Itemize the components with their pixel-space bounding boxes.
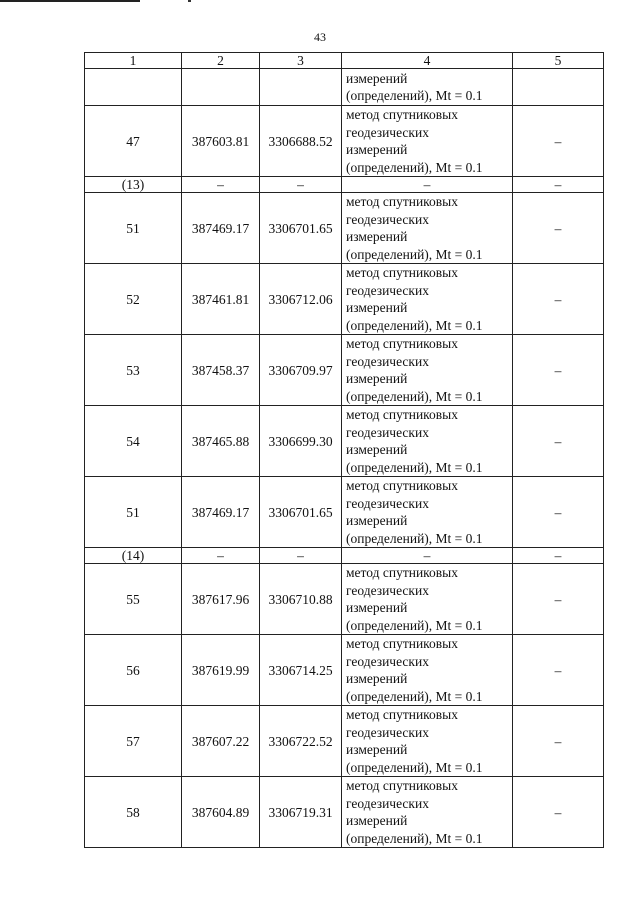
note-cell: – [513, 564, 604, 635]
method-line: (определений), Mt = 0.1 [346, 388, 483, 404]
point-number: 56 [85, 635, 182, 706]
table-row [85, 335, 604, 406]
method-line: метод спутниковых [346, 478, 458, 493]
method-line: измерений [346, 371, 408, 386]
empty-cell [182, 69, 260, 106]
coordinate-x: 387604.89 [182, 777, 260, 848]
method-line: геодезических [346, 795, 429, 811]
coordinate-x: 387617.96 [182, 564, 260, 635]
empty-cell [85, 69, 182, 106]
coordinate-x: 387619.99 [182, 635, 260, 706]
table-row [85, 564, 604, 635]
method-cell [342, 335, 513, 406]
coordinate-y: 3306701.65 [260, 477, 342, 548]
dash-cell: – [513, 177, 604, 193]
table-row [85, 193, 604, 264]
method-line: (определений), Mt = 0.1 [346, 688, 483, 704]
coordinate-x: 387465.88 [182, 406, 260, 477]
method-line: геодезических [346, 282, 429, 298]
table-row [85, 106, 604, 177]
dash-cell: – [182, 548, 260, 564]
method-line: геодезических [346, 424, 429, 440]
continuation-row [85, 69, 604, 106]
method-cell [342, 264, 513, 335]
coordinate-y: 3306719.31 [260, 777, 342, 848]
method-line: метод спутниковых [346, 778, 458, 793]
method-line: (определений), Mt = 0.1 [346, 159, 483, 175]
note-cell: – [513, 635, 604, 706]
method-line: (определений), Mt = 0.1 [346, 830, 483, 846]
method-line: измерений [346, 442, 408, 457]
point-number: 47 [85, 106, 182, 177]
header-cell: 3 [260, 53, 342, 69]
coordinate-x: 387461.81 [182, 264, 260, 335]
header-cell: 4 [342, 53, 513, 69]
method-line: геодезических [346, 495, 429, 511]
coordinate-y: 3306688.52 [260, 106, 342, 177]
method-line: (определений), Mt = 0.1 [346, 459, 483, 475]
point-number: 51 [85, 193, 182, 264]
coordinate-x: 387607.22 [182, 706, 260, 777]
method-line: метод спутниковых [346, 707, 458, 722]
top-rule [0, 0, 140, 2]
method-line: геодезических [346, 124, 429, 140]
coordinate-x: 387469.17 [182, 477, 260, 548]
point-number: 51 [85, 477, 182, 548]
dash-cell: – [260, 548, 342, 564]
method-line: (определений), Mt = 0.1 [346, 759, 483, 775]
method-line: метод спутниковых [346, 107, 458, 122]
section-label: (13) [85, 177, 182, 193]
method-line: геодезических [346, 353, 429, 369]
point-number: 52 [85, 264, 182, 335]
method-line: метод спутниковых [346, 636, 458, 651]
method-line: (определений), Mt = 0.1 [346, 246, 483, 262]
method-line: геодезических [346, 211, 429, 227]
note-cell: – [513, 477, 604, 548]
method-line: измерений [346, 600, 408, 615]
method-line: измерений [346, 513, 408, 528]
method-line: метод спутниковых [346, 565, 458, 580]
header-cell: 2 [182, 53, 260, 69]
empty-cell [513, 69, 604, 106]
header-cell: 5 [513, 53, 604, 69]
section-separator-row [85, 177, 604, 193]
coordinate-y: 3306722.52 [260, 706, 342, 777]
point-number: 53 [85, 335, 182, 406]
method-cell [342, 193, 513, 264]
page-number: 43 [314, 30, 326, 44]
dash-cell: – [342, 548, 513, 564]
dash-cell: – [182, 177, 260, 193]
note-cell: – [513, 706, 604, 777]
note-cell: – [513, 106, 604, 177]
method-line: геодезических [346, 653, 429, 669]
table-row [85, 264, 604, 335]
point-number: 58 [85, 777, 182, 848]
method-line: метод спутниковых [346, 336, 458, 351]
method-line: (определений), Mt = 0.1 [346, 88, 483, 103]
method-line: измерений [346, 813, 408, 828]
method-line: (определений), Mt = 0.1 [346, 317, 483, 333]
table-row [85, 777, 604, 848]
note-cell: – [513, 777, 604, 848]
dash-cell: – [513, 548, 604, 564]
top-mark [188, 0, 191, 2]
section-label: (14) [85, 548, 182, 564]
method-line: метод спутниковых [346, 265, 458, 280]
coordinates-table [84, 52, 604, 848]
coordinate-y: 3306710.88 [260, 564, 342, 635]
header-row [85, 53, 604, 69]
coordinate-y: 3306701.65 [260, 193, 342, 264]
coordinate-x: 387603.81 [182, 106, 260, 177]
point-number: 54 [85, 406, 182, 477]
coordinate-x: 387469.17 [182, 193, 260, 264]
table-row [85, 706, 604, 777]
coordinate-y: 3306709.97 [260, 335, 342, 406]
table-row [85, 477, 604, 548]
method-cell [342, 406, 513, 477]
empty-cell [260, 69, 342, 106]
method-line: измерений [346, 671, 408, 686]
method-line: измерений [346, 70, 408, 86]
method-cell [342, 106, 513, 177]
method-cell [342, 564, 513, 635]
point-number: 55 [85, 564, 182, 635]
section-separator-row [85, 548, 604, 564]
method-cell [342, 635, 513, 706]
method-line: измерений [346, 300, 408, 315]
method-cell [342, 69, 513, 106]
method-cell [342, 777, 513, 848]
table-row [85, 406, 604, 477]
dash-cell: – [342, 177, 513, 193]
method-line: измерений [346, 742, 408, 757]
coordinate-x: 387458.37 [182, 335, 260, 406]
coordinate-y: 3306714.25 [260, 635, 342, 706]
method-line: (определений), Mt = 0.1 [346, 530, 483, 546]
header-cell: 1 [85, 53, 182, 69]
method-line: (определений), Mt = 0.1 [346, 617, 483, 633]
method-cell [342, 706, 513, 777]
note-cell: – [513, 264, 604, 335]
method-line: метод спутниковых [346, 194, 458, 209]
method-line: геодезических [346, 582, 429, 598]
note-cell: – [513, 193, 604, 264]
note-cell: – [513, 335, 604, 406]
dash-cell: – [260, 177, 342, 193]
coordinate-y: 3306699.30 [260, 406, 342, 477]
method-line: метод спутниковых [346, 407, 458, 422]
method-line: измерений [346, 142, 408, 157]
point-number: 57 [85, 706, 182, 777]
note-cell: – [513, 406, 604, 477]
method-line: измерений [346, 229, 408, 244]
method-line: геодезических [346, 724, 429, 740]
table-row [85, 635, 604, 706]
coordinate-y: 3306712.06 [260, 264, 342, 335]
method-cell [342, 477, 513, 548]
